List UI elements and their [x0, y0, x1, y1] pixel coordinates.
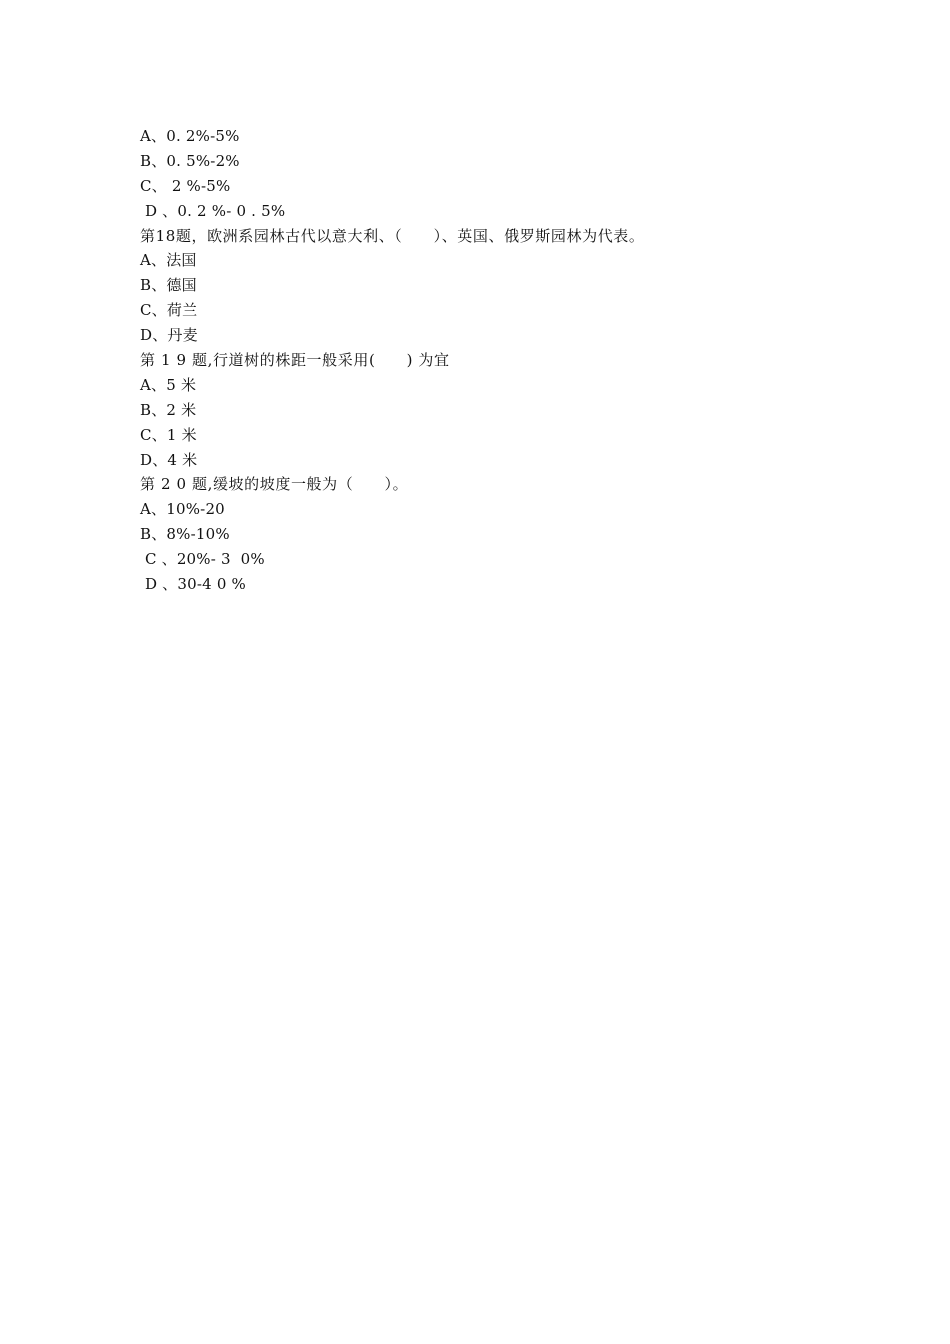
- q18-option-d: D、丹麦: [140, 326, 198, 345]
- q19-option-d: D、4 米: [140, 450, 198, 469]
- q18-option-a: A、法国: [140, 251, 197, 270]
- question-20: 第 2 0 题,缓坡的坡度一般为（ ）。: [140, 475, 409, 494]
- q17-option-c: C、 2 %-5%: [140, 176, 231, 195]
- q20-option-b: B、8%-10%: [140, 525, 230, 544]
- q19-option-b: B、2 米: [140, 400, 197, 419]
- q18-option-c: C、荷兰: [140, 301, 198, 320]
- q17-option-b: B、0. 5%-2%: [140, 151, 240, 170]
- q17-option-d: D 、0. 2 %- 0 . 5%: [140, 201, 286, 220]
- q19-option-a: A、5 米: [140, 375, 197, 394]
- question-18: 第18题，欧洲系园林古代以意大利、（ ）、英国、俄罗斯园林为代表。: [140, 226, 645, 245]
- question-list: [140, 124, 840, 597]
- q18-option-b: B、德国: [140, 276, 197, 295]
- question-19: 第 1 9 题,行道树的株距一般采用( ) 为宜: [140, 351, 450, 370]
- q19-option-c: C、1 米: [140, 425, 197, 444]
- q17-option-a: A、0. 2%-5%: [140, 127, 240, 145]
- q20-option-c: C 、20%- 3 0%: [140, 550, 265, 569]
- q20-option-d: D 、30-4 0 %: [140, 575, 246, 594]
- q20-option-a: A、10%-20: [140, 500, 225, 519]
